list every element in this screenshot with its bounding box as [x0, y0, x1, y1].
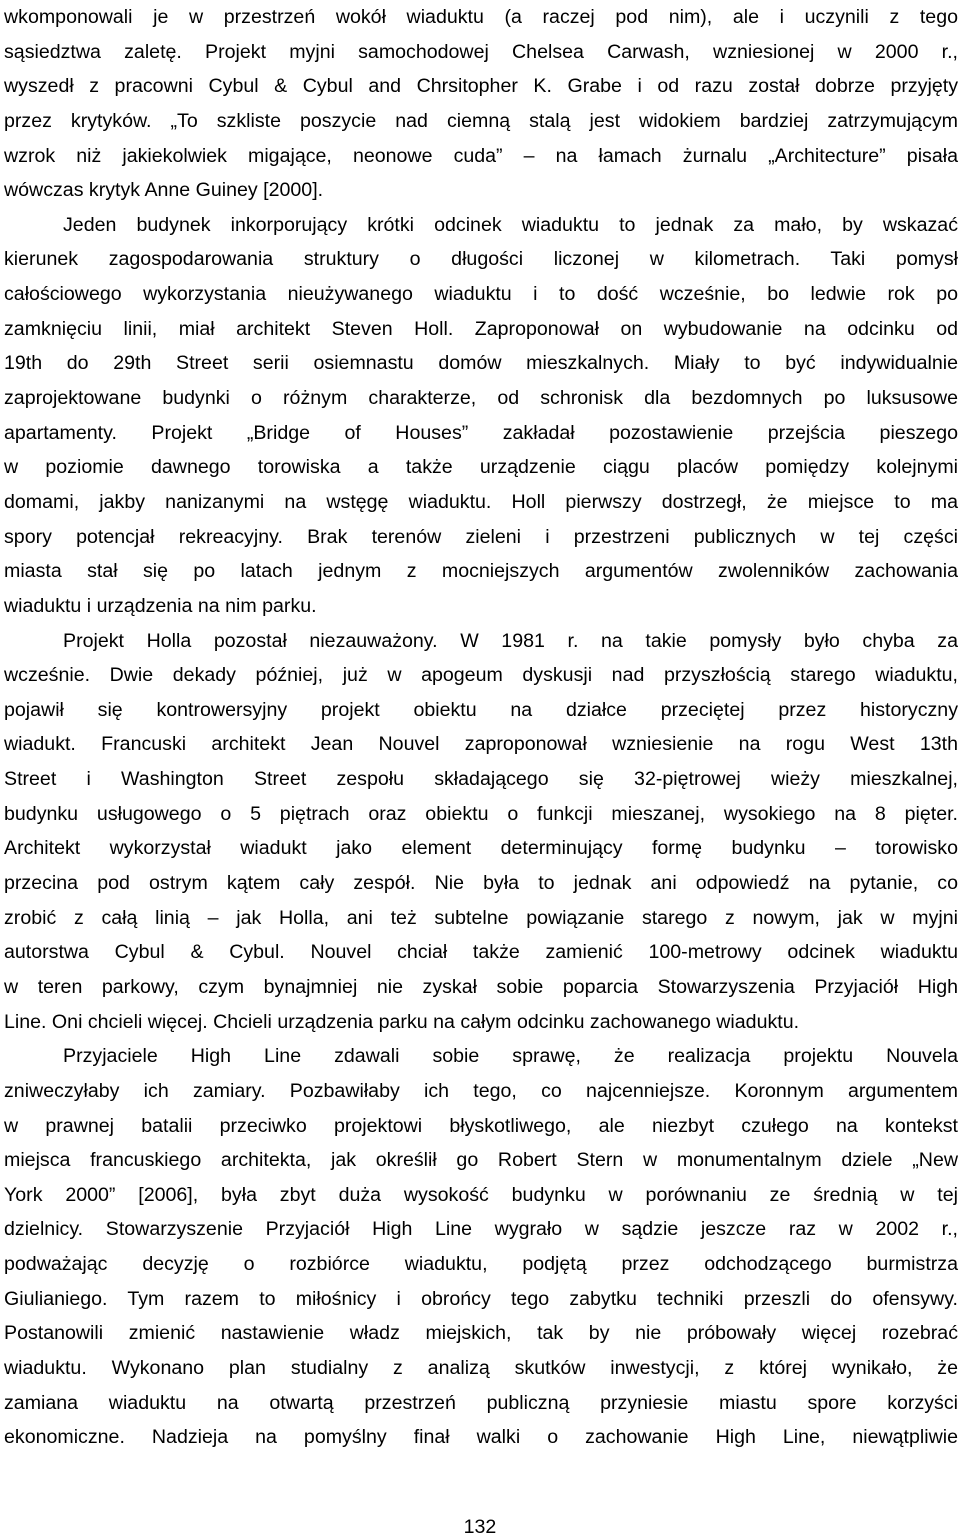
- text-line: całościowego wykorzystania nieużywanego wiaduktu i to dość wcześnie, bo ledwie rok po: [4, 283, 958, 306]
- text-line: domami, jakby nanizanymi na wstęgę wiaduktu. Holl pierwszy dostrzegł, że miejsce to ma: [4, 490, 958, 513]
- text-line: wzrok niż jakiekolwiek migające, neonowe cuda” – na łamach żurnalu „Architecture” pisała: [4, 144, 958, 167]
- body-text: [4, 0, 958, 1455]
- text-line: podważając decyzję o rozbiórce wiaduktu, podjętą przez odchodzącego burmistrza: [4, 1253, 958, 1276]
- text-line: Street i Washington Street zespołu składającego się 32-piętrowej wieży mieszkalnej,: [4, 768, 958, 791]
- text-line: przez krytyków. „To szkliste poszycie nad ciemną stalą jest widokiem bardziej zatrzymującym: [4, 109, 958, 132]
- text-line: Architekt wykorzystał wiadukt jako element determinujący formę budynku – torowisko: [4, 837, 958, 860]
- text-line: spory potencjał rekreacyjny. Brak terenów zieleni i przestrzeni publicznych w tej części: [4, 525, 958, 548]
- text-line: kierunek zagospodarowania struktury o długości liczonej w kilometrach. Taki pomysł: [4, 248, 958, 271]
- paragraph-first-line: Projekt Holla pozostał niezauważony. W 1981 r. na takie pomysły było chyba za: [63, 629, 958, 652]
- text-line: budynku usługowego o 5 piętrach oraz obiektu o funkcji mieszanej, wysokiego na 8 pięter.: [4, 802, 958, 825]
- text-line: miasta stał się po latach jednym z mocniejszych argumentów zwolenników zachowania: [4, 560, 958, 583]
- text-line: w teren parkowy, czym bynajmniej nie zyskał sobie poparcia Stowarzyszenia Przyjaciół High: [4, 975, 958, 998]
- text-line: zamiana wiaduktu na otwartą przestrzeń publiczną przyniesie miastu spore korzyści: [4, 1391, 958, 1414]
- text-line: wiadukt. Francuski architekt Jean Nouvel zaproponował wzniesienie na rogu West 13th: [4, 733, 958, 756]
- paragraph-first-line: Jeden budynek inkorporujący krótki odcinek wiaduktu to jednak za mało, by wskazać: [63, 213, 958, 236]
- text-line: przecina pod ostrym kątem cały zespół. Nie była to jednak ani odpowiedź na pytanie, co: [4, 872, 958, 895]
- text-line: miejsca francuskiego architekta, jak określił go Robert Stern w monumentalnym dziele „New: [4, 1149, 958, 1172]
- text-line: w poziomie dawnego torowiska a także urządzenie ciągu placów pomiędzy kolejnymi: [4, 456, 958, 479]
- text-line: dzielnicy. Stowarzyszenie Przyjaciół High Line wygrało w sądzie jeszcze raz w 2002 r.,: [4, 1218, 958, 1241]
- text-line: 19th do 29th Street serii osiemnastu domów mieszkalnych. Miały to być indywidualnie: [4, 352, 958, 375]
- text-line: autorstwa Cybul & Cybul. Nouvel chciał także zamienić 100-metrowy odcinek wiaduktu: [4, 941, 958, 964]
- paragraph-first-line: Przyjaciele High Line zdawali sobie sprawę, że realizacja projektu Nouvela: [63, 1045, 958, 1068]
- text-line: pojawił się kontrowersyjny projekt obiektu na działce przeciętej przez historyczny: [4, 698, 958, 721]
- text-line: sąsiedztwa zaletę. Projekt myjni samochodowej Chelsea Carwash, wzniesionej w 2000 r.,: [4, 40, 958, 63]
- text-line: ekonomiczne. Nadzieja na pomyślny finał walki o zachowanie High Line, niewątpliwie: [4, 1426, 958, 1449]
- text-line: Line. Oni chcieli więcej. Chcieli urządzenia parku na całym odcinku zachowanego wiaduktu.: [4, 1010, 800, 1033]
- text-line: wcześnie. Dwie dekady później, już w apogeum dyskusji nad przyszłością starego wiaduktu,: [4, 664, 958, 687]
- text-line: wiaduktu. Wykonano plan studialny z analizą skutków inwestycji, z której wynikało, że: [4, 1356, 958, 1379]
- text-line: wyszedł z pracowni Cybul & Cybul and Chrsitopher K. Grabe i od razu został dobrze przyjęty: [4, 75, 958, 98]
- text-line: wiaduktu i urządzenia na nim parku.: [4, 594, 317, 617]
- text-line: w prawnej batalii przeciwko projektowi błyskotliwego, ale niezbyt czułego na kontekst: [4, 1114, 958, 1137]
- text-line: zrobić z całą linią – jak Holla, ani też subtelne powiązanie starego z nowym, jak w myjni: [4, 906, 958, 929]
- text-line: Giulianiego. Tym razem to miłośnicy i obrońcy tego zabytku techniki przeszli do ofensywy.: [4, 1287, 958, 1310]
- text-line: zaprojektowane budynki o różnym charakterze, od schronisk dla bezdomnych po luksusowe: [4, 387, 958, 410]
- text-line: Postanowili zmienić nastawienie władz miejskich, tak by nie próbowały więcej rozebrać: [4, 1322, 958, 1345]
- text-line: apartamenty. Projekt „Bridge of Houses” zakładał pozostawienie przejścia pieszego: [4, 421, 958, 444]
- text-line: York 2000” [2006], była zbyt duża wysokość budynku w porównaniu ze średnią w tej: [4, 1183, 958, 1206]
- text-line: zniweczyłaby ich zamiary. Pozbawiłaby ich tego, co najcenniejsze. Koronnym argumentem: [4, 1079, 958, 1102]
- text-line: wkomponowali je w przestrzeń wokół wiaduktu (a raczej pod nim), ale i uczynili z tego: [4, 6, 958, 28]
- text-line: zamknięciu linii, miał architekt Steven Holl. Zaproponował on wybudowanie na odcinku od: [4, 317, 958, 340]
- text-line: wówczas krytyk Anne Guiney [2000].: [4, 179, 324, 202]
- page-number: 132: [463, 1516, 497, 1538]
